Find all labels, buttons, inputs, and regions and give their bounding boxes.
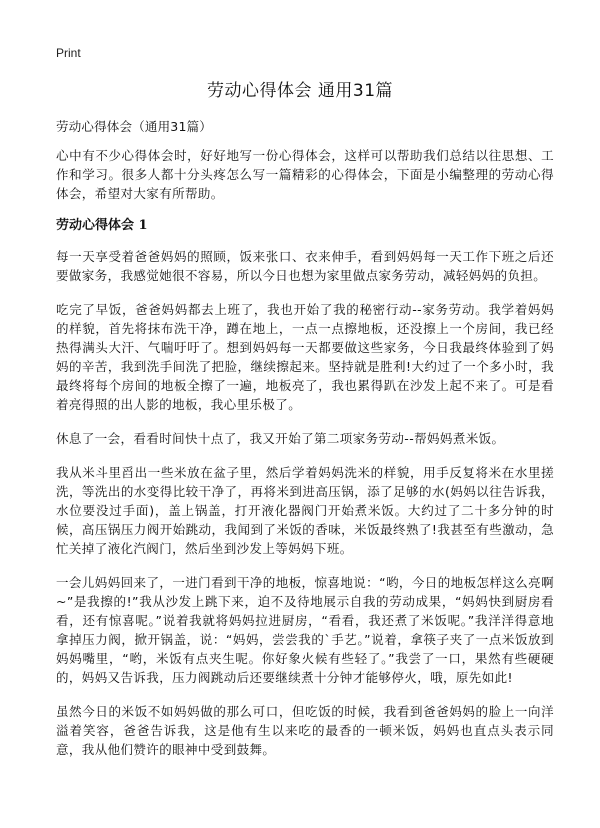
body-paragraph-4: 我从米斗里舀出一些米放在盆子里，然后学着妈妈洗米的样貌，用手反复将米在水里搓洗，等洗出的水变得比较干净了，再将米到进高压锅，添了足够的水(妈妈以往告诉我，水位要没过手面)，盖上锅盖，打开液化器阀门开始煮米饭。大约过了二十多分钟的时候，高压锅压力阀开始跳动，我闻到了米饭的香味，米饭最终熟了!我甚至有些激动，急忙关掉了液化汽阀门，然后坐到沙发上等妈妈下班。 — [56, 465, 554, 556]
body-paragraph-2: 吃完了早饭，爸爸妈妈都去上班了，我也开始了我的秘密行动--家务劳动。我学着妈妈的样貌，首先将抹布洗干净，蹲在地上，一点一点擦地板，还没擦上一个房间，我已经热得满头大汗、气喘吁吁了。想到妈妈每一天都要做这些家务，今日我最终体验到了妈妈的辛苦，我到洗手间洗了把脸，继续擦起来。坚持就是胜利!大约过了一个多小时，我最终将每个房间的地板全擦了一遍，地板亮了，我也累得趴在沙发上起不来了。可是看着亮得照的出人影的地板，我心里乐极了。 — [56, 302, 554, 412]
body-paragraph-5: 一会儿妈妈回来了，一进门看到干净的地板，惊喜地说：“哟，今日的地板怎样这么亮啊~”是我擦的!”我从沙发上跳下来，迫不及待地展示自我的劳动成果，“妈妈快到厨房看看，还有惊喜呢。”说着我就将妈妈拉进厨房，“看看，我还煮了米饭呢。”我洋洋得意地拿掉压力阀，掀开锅盖，说：“妈妈，尝尝我的`手艺。”说着，拿筷子夹了一点米饭放到妈妈嘴里，“哟，米饭有点夹生呢。你好象火候有些轻了。”我尝了一口，果然有些硬硬的，妈妈又告诉我，压力阀跳动后还要继续煮十分钟才能够停火，哦，原先如此! — [56, 575, 554, 685]
body-paragraph-3: 休息了一会，看看时间快十点了，我又开始了第二项家务劳动--帮妈妈煮米饭。 — [56, 431, 505, 446]
document-title: 劳动心得体会 通用31篇 — [206, 81, 394, 101]
section-heading: 劳动心得体会 1 — [56, 218, 148, 233]
print-link[interactable]: Print — [56, 46, 81, 60]
body-paragraph-1: 每一天享受着爸爸妈妈的照顾，饭来张口、衣来伸手，看到妈妈每一天工作下班之后还要做家务，我感觉她很不容易，所以今日也想为家里做点家务劳动，减轻妈妈的负担。 — [56, 249, 554, 283]
document-subtitle: 劳动心得体会（通用31篇） — [56, 119, 213, 134]
intro-paragraph: 心中有不少心得体会时，好好地写一份心得体会，这样可以帮助我们总结以往思想、工作和学习。很多人都十分头疼怎么写一篇精彩的心得体会，下面是小编整理的劳动心得体会，希望对大家有所帮助。 — [56, 148, 554, 201]
document-body — [56, 118, 554, 774]
body-paragraph-6: 虽然今日的米饭不如妈妈做的那么可口，但吃饭的时候，我看到爸爸妈妈的脸上一向洋溢着笑容，爸爸告诉我，这是他有生以来吃的最香的一顿米饭，妈妈也直点头表示同意，我从他们赞许的眼神中受到鼓舞。 — [56, 704, 554, 757]
